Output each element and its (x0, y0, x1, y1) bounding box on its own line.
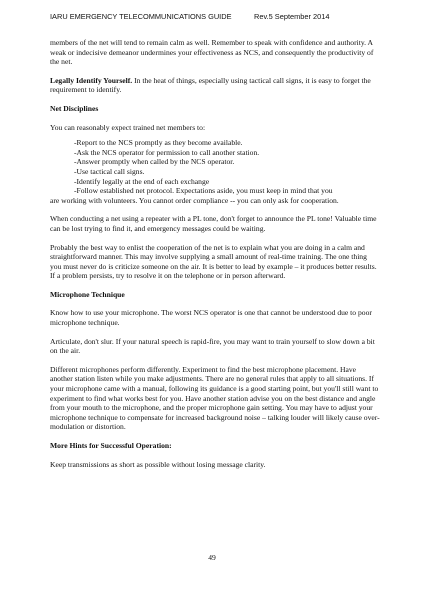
paragraph: You can reasonably expect trained net members to: (50, 122, 206, 132)
paragraph: Different microphones perform differently. Experiment to find the best microphone placement. Have another station listen while you make adjustments. There are no general rules that apply to all situations. If your microphone came with a manual, following its guidance is a good starting point, but you'll still want to experiment to find what works best for you. Have another station advise you on the best distance and angle from your mouth to the microphone, and the proper microphone gain setting. You may have to adjust your microphone technique to compensate for increased background noise – talking louder will likely cause over-modulation or distortion. (50, 364, 380, 432)
list-item: -Identify legally at the end of each exchange (74, 176, 210, 186)
expectations-list (50, 138, 380, 196)
paragraph-text: In the heat of things, especially using tactical call signs, it is easy to forget the requirement to identify. (50, 75, 371, 95)
list-item: -Use tactical call signs. (74, 166, 145, 176)
header-title: IARU EMERGENCY TELECOMMUNICATIONS GUIDE (50, 12, 232, 21)
paragraph: Articulate, don't slur. If your natural speech is rapid-fire, you may want to train yourself to slow down a bit on the air. (50, 336, 375, 356)
paragraph-continuation: are working with volunteers. You cannot order compliance -- you can only ask for cooperation. (50, 195, 339, 205)
page-body (50, 38, 380, 478)
section-heading-microphone: Microphone Technique (50, 289, 125, 299)
page-number: 49 (208, 553, 216, 562)
paragraph: members of the net will tend to remain calm as well. Remember to speak with confidence and authority. A weak or indecisive demeanor undermines your effectiveness as NCS, and consequently the productivity of the net. (50, 38, 374, 67)
paragraph: Know how to use your microphone. The worst NCS operator is one that cannot be understood due to poor microphone technique. (50, 308, 372, 328)
list-item: -Answer promptly when called by the NCS operator. (74, 157, 235, 167)
running-header (50, 12, 380, 24)
section-heading-hints: More Hints for Successful Operation: (50, 441, 172, 450)
list-item: -Follow established net protocol. Expectations aside, you must keep in mind that you (74, 186, 333, 196)
paragraph: When conducting a net using a repeater with a PL tone, don't forget to announce the PL tone! Valuable time can be lost trying to find it, and emergency messages could be waiting. (50, 214, 377, 233)
list-item: -Report to the NCS promptly as they become available. (74, 138, 243, 148)
inline-heading: Legally Identify Yourself. (50, 75, 133, 85)
list-item: -Ask the NCS operator for permission to call another station. (74, 147, 260, 157)
section-heading-net-disciplines: Net Disciplines (50, 103, 99, 113)
paragraph-identify (50, 76, 380, 95)
header-revision: Rev.5 September 2014 (254, 12, 330, 21)
paragraph: Probably the best way to enlist the cooperation of the net is to explain what you are doing in a calm and straightforward manner. This may involve supplying a small amount of real-time training. The one thing you must never do is criticize someone on the air. It is better to lead by example – it produces better results. If a problem persists, try to resolve it on the telephone or in person afterward. (50, 242, 377, 281)
paragraph: Keep transmissions as short as possible without losing message clarity. (50, 459, 266, 469)
